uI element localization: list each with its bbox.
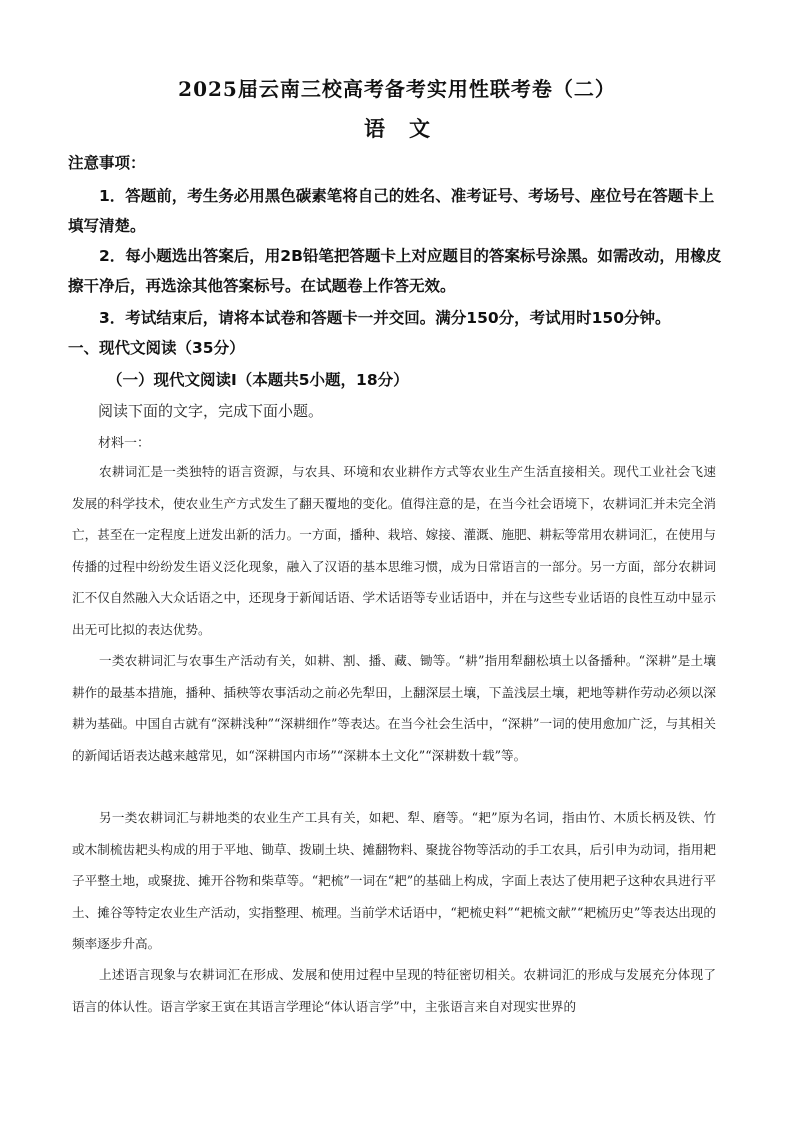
exam-title: 2025届云南三校高考备考实用性联考卷（二） bbox=[178, 77, 616, 101]
notice-item-1: 1．答题前，考生务必用黑色碳素笔将自己的姓名、准考证号、考场号、座位号在答题卡上填写清楚。 bbox=[68, 187, 715, 235]
notice-heading: 注意事项： bbox=[68, 154, 146, 172]
passage-paragraph: 农耕词汇是一类独特的语言资源，与农具、环境和农业耕作方式等农业生产生活直接相关。现代工业社会飞速发展的科学技术，使农业生产方式发生了翻天覆地的变化。值得注意的是，在当今社会语境下，农耕词汇并未完全消亡，甚至在一定程度上迸发出新的活力。一方面，播种、栽培、嫁接、灌溉、施肥、耕耘等常用农耕词汇，在使用与传播的过程中纷纷发生语义泛化现象，融入了汉语的基本思维习惯，成为日常语言的一部分。另一方面，部分农耕词汇不仅自然融入大众话语之中，还现身于新闻话语、学术话语等专业话语中，并在与这些专业话语的良性互动中显示出无可比拟的表达优势。 bbox=[72, 464, 716, 637]
passage-paragraph: 一类农耕词汇与农事生产活动有关，如耕、割、播、藏、锄等。“耕”指用犁翻松填土以备播种。“深耕”是土壤耕作的最基本措施，播种、插秧等农事活动之前必先犁田，上翻深层土壤，下盖浅层土壤，耙地等耕作劳动必须以深耕为基础。中国自古就有“深耕浅种”“深耕细作”等表达。在当今社会生活中，“深耕”一词的使用愈加广泛，与其相关的新闻话语表达越来越常见，如“深耕国内市场”“深耕本土文化”“深耕数十载”等。 bbox=[72, 653, 716, 763]
subject-title: 语文 bbox=[364, 116, 454, 141]
reading-instruction: 阅读下面的文字，完成下面小题。 bbox=[98, 402, 324, 420]
passage-paragraph: 上述语言现象与农耕词汇在形成、发展和使用过程中呈现的特征密切相关。农耕词汇的形成与发展充分体现了语言的体认性。语言学家王寅在其语言学理论“体认语言学”中，主张语言来自对现实世界的 bbox=[72, 967, 716, 1014]
section-heading: 一、现代文阅读（35分） bbox=[68, 339, 245, 357]
passage-paragraph: 另一类农耕词汇与耕地类的农业生产工具有关，如耙、犁、磨等。“耙”原为名词，指由竹、木质长柄及铁、竹或木制梳齿耙头构成的用于平地、锄草、拨刷土块、摊翻物料、聚拢谷物等活动的手工农具，后引申为动词，指用耙子平整土地，或聚拢、摊开谷物和柴草等。“耙梳”一词在“耙”的基础上构成，字面上表达了使用耙子这种农具进行平土、摊谷等特定农业生产活动，实指整理、梳理。当前学术话语中，“耙梳史料”“耙梳文献”“耙梳历史”等表达出现的频率逐步升高。 bbox=[72, 810, 716, 952]
material-label: 材料一： bbox=[98, 436, 151, 451]
notice-item-3: 3．考试结束后，请将本试卷和答题卡一并交回。满分150分，考试用时150分钟。 bbox=[99, 309, 671, 327]
notice-item-2: 2．每小题选出答案后，用2B铅笔把答题卡上对应题目的答案标号涂黑。如需改动，用橡皮擦干净后，再选涂其他答案标号。在试题卷上作答无效。 bbox=[68, 247, 722, 295]
subsection-heading: （一）现代文阅读Ⅰ（本题共5小题，18分） bbox=[107, 371, 409, 389]
